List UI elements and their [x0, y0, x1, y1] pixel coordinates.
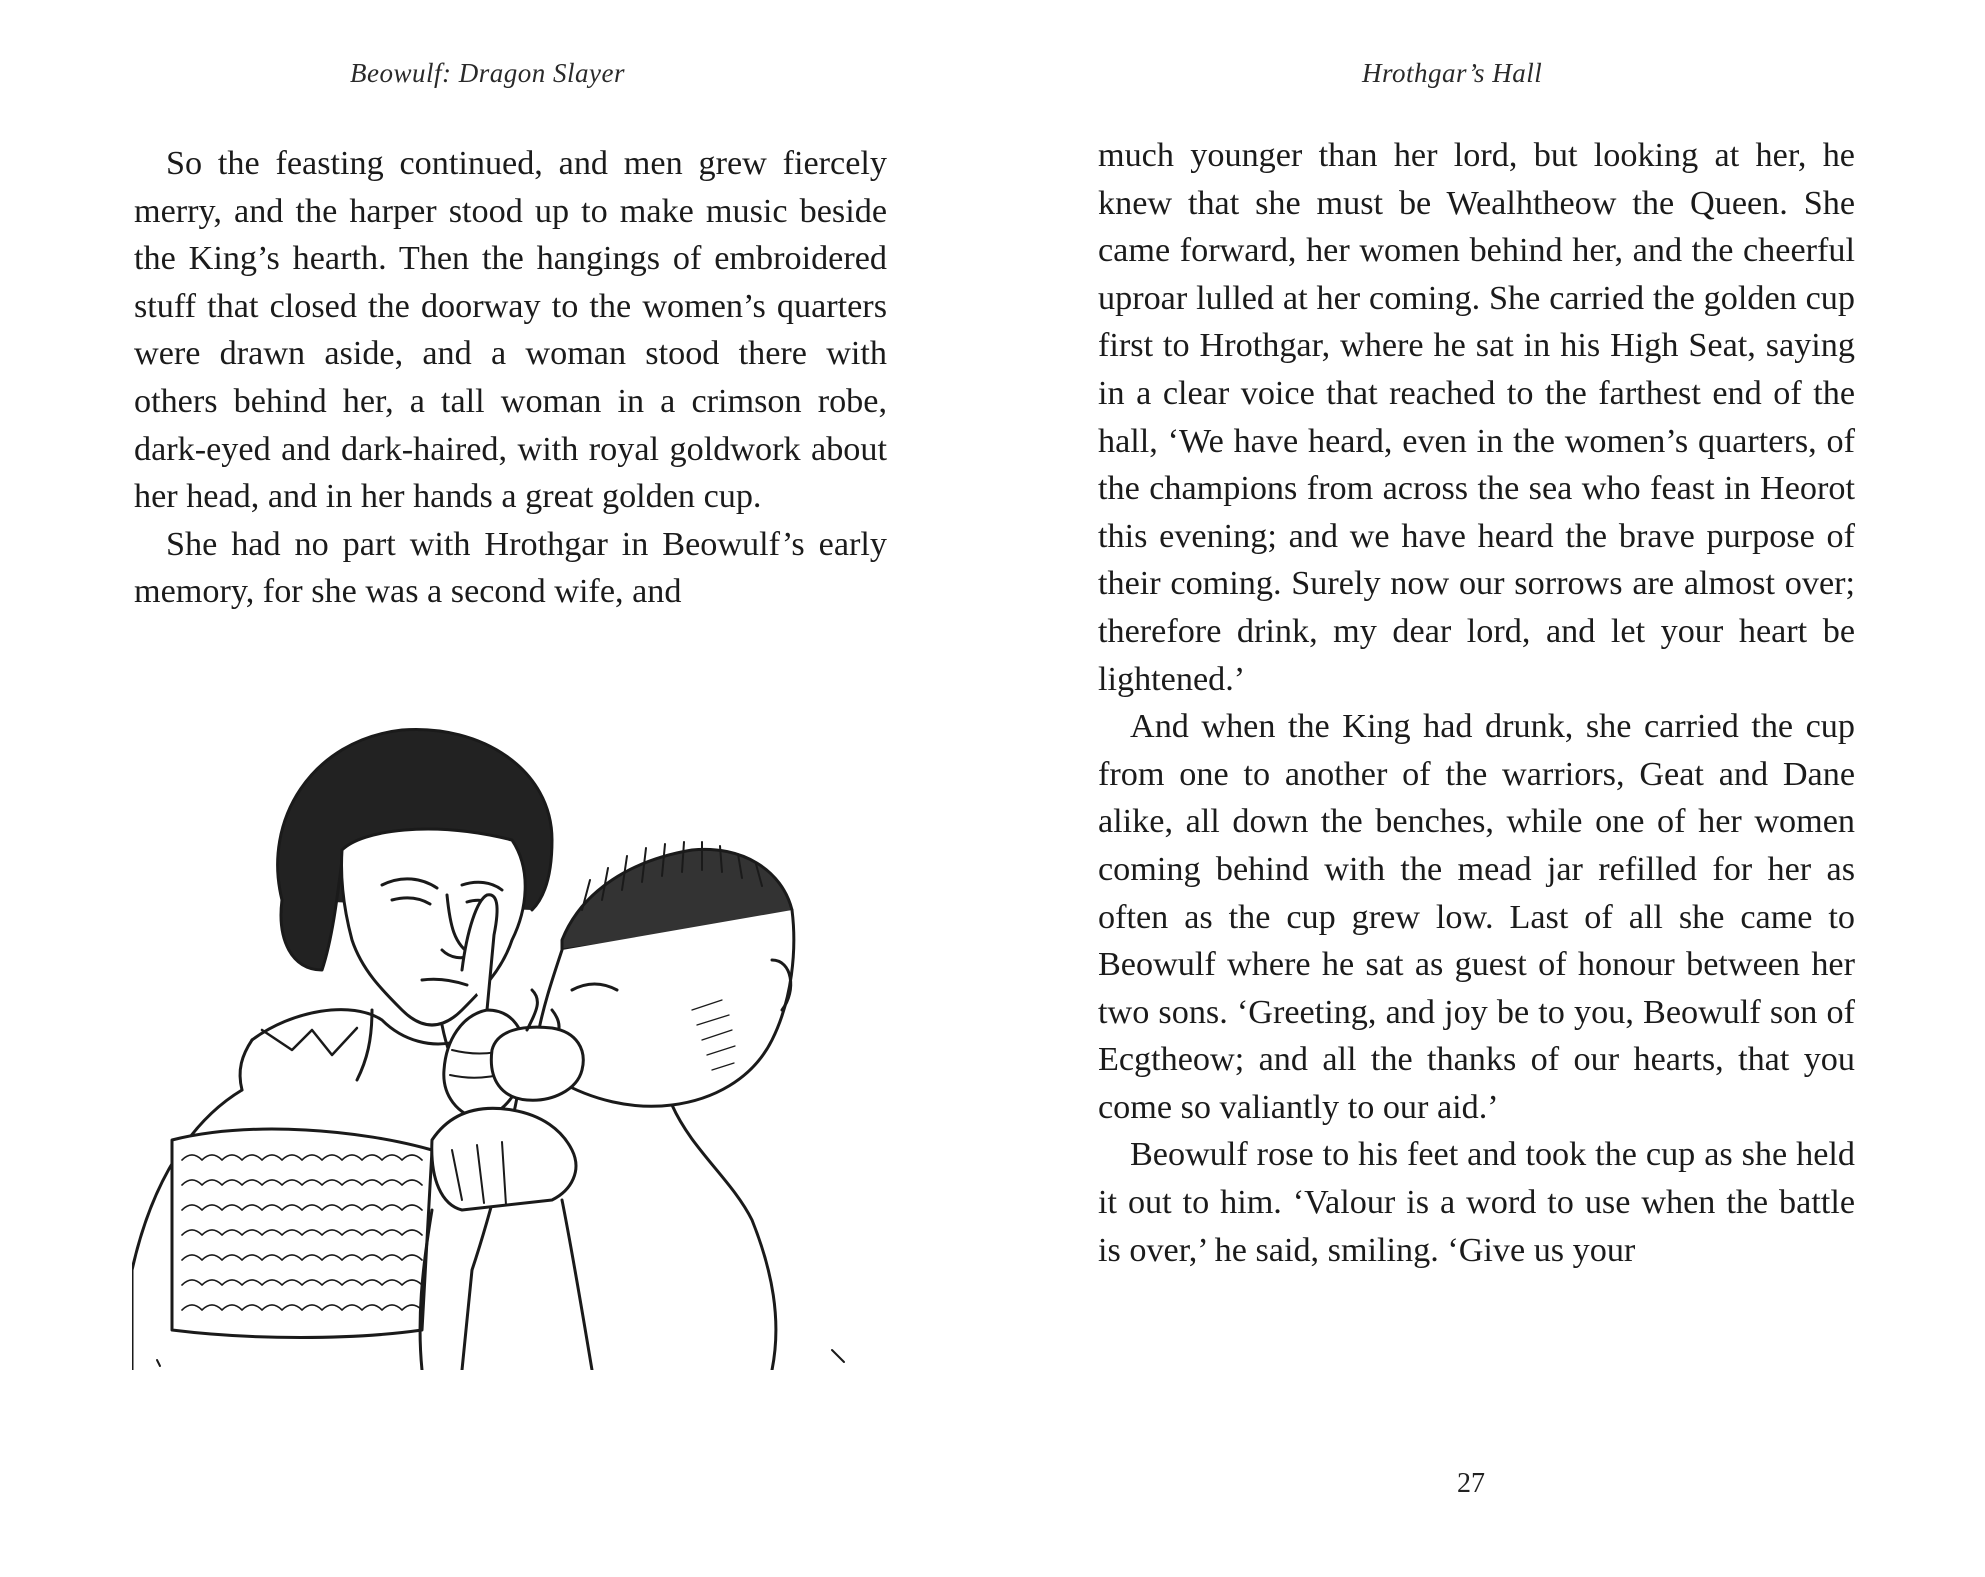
- paragraph: So the feasting continued, and men grew fiercely merry, and the harper stood up to make music beside the King’s hearth. Then the hangings of embroidered stuff that closed the doorway to the women’s quarters were drawn aside, and a woman stood there with others behind her, a tall woman in a crimson robe, dark-eyed and dark-haired, with royal goldwork about her head, and in her hands a great golden cup.: [134, 145, 887, 516]
- right-text-block: [1098, 132, 1855, 1274]
- illustration-two-men: [132, 710, 892, 1370]
- running-head-right: Hrothgar’s Hall: [1362, 58, 1543, 88]
- paragraph: And when the King had drunk, she carried the cup from one to another of the warriors, Geat and Dane alike, all down the benches, while one of her women coming behind with the mead jar refilled for her as often as the cup grew low. Last of all she came to Beowulf where he sat as guest of honour between her two sons. ‘Greeting, and joy be to you, Beowulf son of Ecgtheow; and all the thanks of our hearts, that you come so valiantly to our aid.’: [1098, 708, 1855, 1126]
- paragraph: Beowulf rose to his feet and took the cup as she held it out to him. ‘Valour is a word to use when the battle is over,’ he said, smiling. ‘Give us your: [1098, 1136, 1855, 1269]
- illustration-drawing: [132, 710, 892, 1370]
- running-head-left: Beowulf: Dragon Slayer: [350, 58, 625, 88]
- page-number: 27: [1457, 1468, 1485, 1499]
- left-page: [0, 0, 990, 1577]
- right-page: [990, 0, 1985, 1577]
- paragraph: much younger than her lord, but looking at her, he knew that she must be Wealhtheow the Queen. She came forward, her women behind her, and the cheerful uproar lulled at her coming. She carried the golden cup first to Hrothgar, where he sat in his High Seat, saying in a clear voice that reached to the farthest end of the hall, ‘We have heard, even in the women’s quarters, of the champions from across the sea who feast in Heorot this evening; and we have heard the brave purpose of their coming. Surely now our sorrows are almost over; therefore drink, my dear lord, and let your heart be lightened.’: [1098, 137, 1855, 698]
- paragraph: She had no part with Hrothgar in Beowulf’s early memory, for she was a second wife, and: [134, 525, 887, 611]
- left-text-block: [134, 140, 887, 616]
